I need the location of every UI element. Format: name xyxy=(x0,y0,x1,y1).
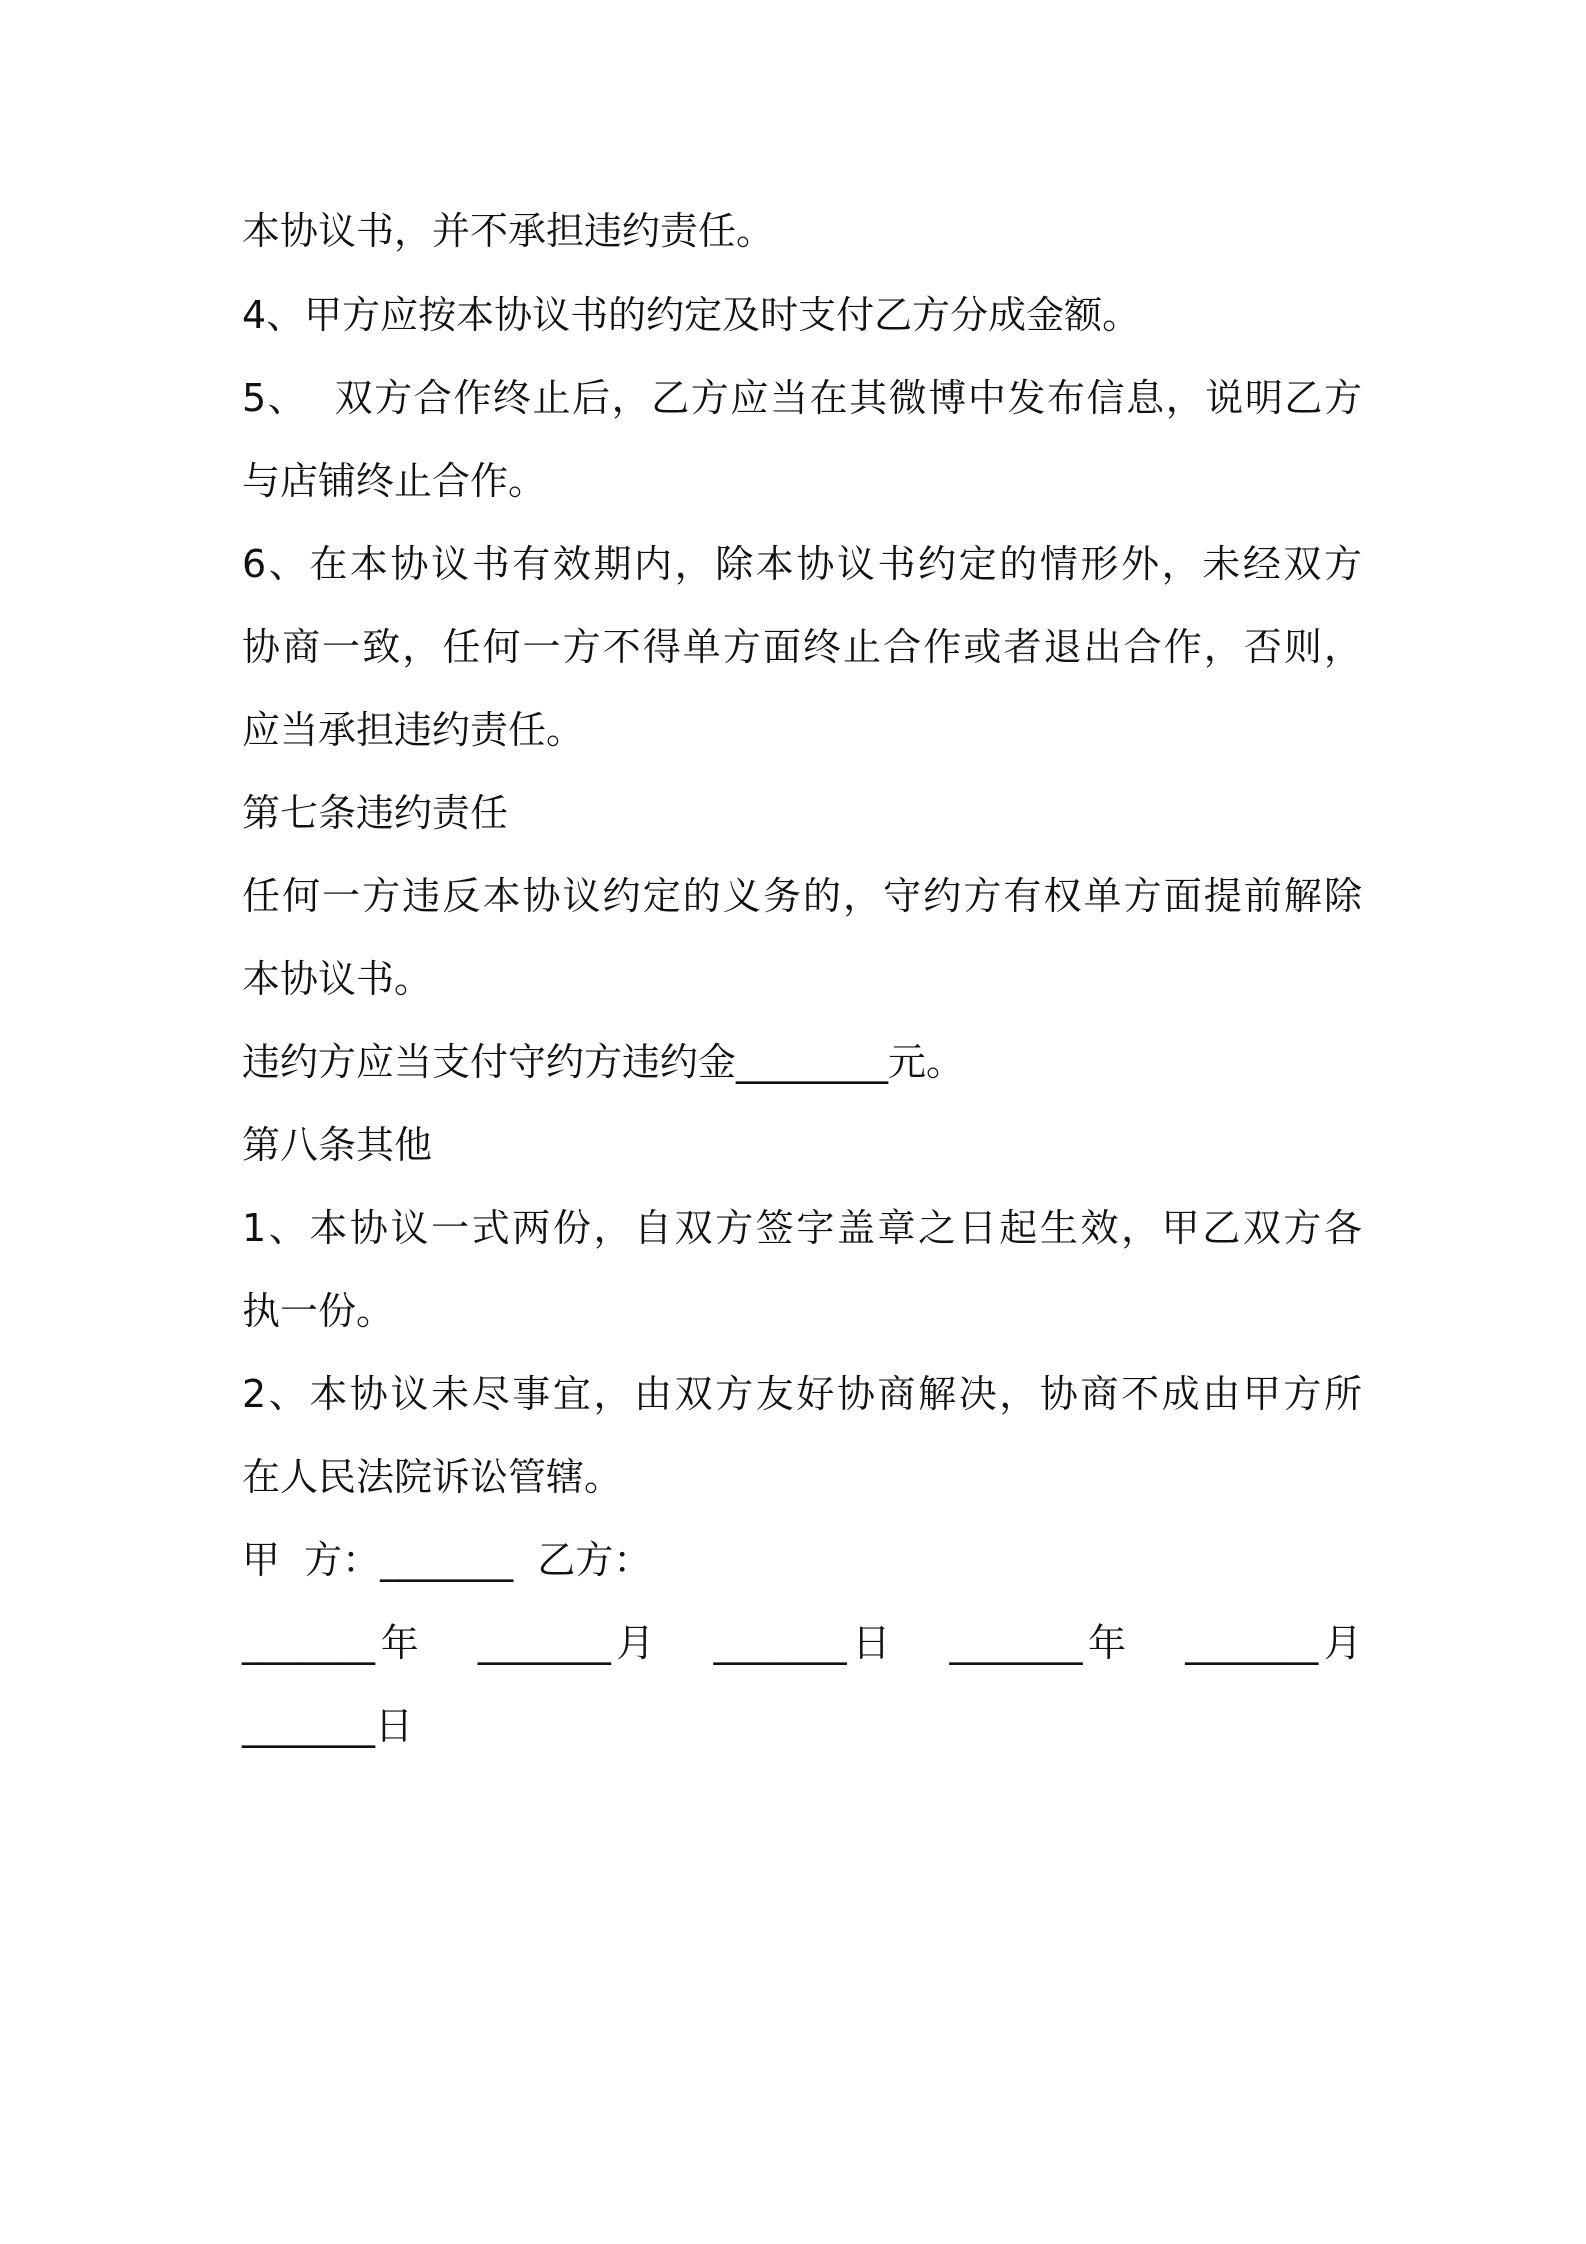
text-line-16: 在人民法院诉讼管辖。 xyxy=(242,1455,623,1499)
section-heading-article-8: 第八条其他 xyxy=(242,1123,433,1167)
text-line-15: 2、本协议未尽事宜，由双方友好协商解决，协商不成由甲方所 xyxy=(242,1372,1362,1416)
date-line: _______年 _______月 _______日 _______年 _______月 xyxy=(242,1621,1362,1665)
text-line-13: 1、本协议一式两份，自双方签字盖章之日起生效，甲乙双方各 xyxy=(242,1206,1362,1250)
section-heading-article-7: 第七条违约责任 xyxy=(242,791,509,835)
text-line-10: 本协议书。 xyxy=(242,957,433,1001)
text-line-9: 任何一方违反本协议约定的义务的，守约方有权单方面提前解除 xyxy=(242,874,1362,918)
text-line-3: 5、 双方合作终止后，乙方应当在其微博中发布信息，说明乙方 xyxy=(242,376,1362,420)
text-line-6: 协商一致，任何一方不得单方面终止合作或者退出合作，否则， xyxy=(242,625,1362,669)
text-line-11: 违约方应当支付守约方违约金________元。 xyxy=(242,1040,965,1084)
text-line-14: 执一份。 xyxy=(242,1289,395,1333)
text-line-1: 本协议书，并不承担违约责任。 xyxy=(242,209,775,253)
text-line-2: 4、甲方应按本协议书的约定及时支付乙方分成金额。 xyxy=(242,293,1141,337)
date-line-end: _______日 xyxy=(242,1704,414,1748)
text-line-7: 应当承担违约责任。 xyxy=(242,708,585,752)
text-line-5: 6、在本协议书有效期内，除本协议书约定的情形外，未经双方 xyxy=(242,542,1362,586)
text-line-4: 与店铺终止合作。 xyxy=(242,459,547,503)
signature-line: 甲 方：_______ 乙方： xyxy=(242,1538,652,1582)
